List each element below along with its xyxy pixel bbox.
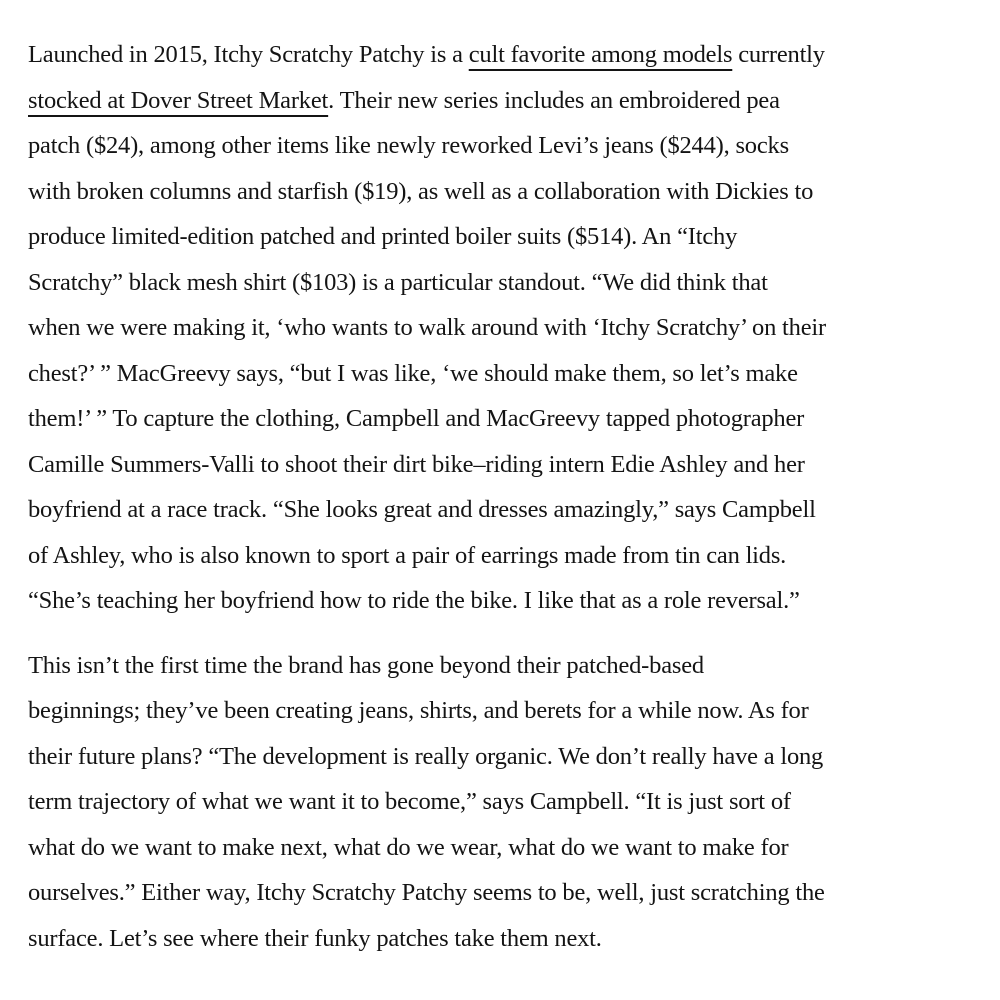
text-line [28,396,972,442]
text-line [28,734,972,780]
text-segment: Camille Summers-Valli to shoot their dirt bike–riding intern Edie Ashley and her [28,450,805,478]
text-line [28,442,972,488]
text-segment: . Their new series includes an embroidered pea [328,86,780,114]
text-segment: chest?’ ” MacGreevy says, “but I was like, ‘we should make them, so let’s make [28,359,798,387]
text-line [28,351,972,397]
text-segment: of Ashley, who is also known to sport a pair of earrings made from tin can lids. [28,541,787,569]
text-line [28,578,972,624]
text-line [28,916,972,962]
text-segment: term trajectory of what we want it to become,” says Campbell. “It is just sort of [28,788,791,815]
text-line [28,78,972,124]
text-segment: produce limited-edition patched and printed boiler suits ($514). An “Itchy [28,223,738,250]
text-segment: beginnings; they’ve been creating jeans, shirts, and berets for a while now. As for [28,697,809,724]
text-line [28,169,972,215]
text-segment: what do we want to make next, what do we wear, what do we want to make for [28,833,789,861]
text-segment: This isn’t the first time the brand has gone beyond their patched-based [28,651,704,679]
text-line [28,305,972,351]
text-segment: “She’s teaching her boyfriend how to ride the bike. I like that as a role reversal.” [28,587,800,614]
text-segment: with broken columns and starfish ($19), as well as a collaboration with Dickies to [28,177,814,205]
text-line [28,688,972,734]
text-segment: patch ($24), among other items like newly reworked Levi’s jeans ($244), socks [28,132,789,159]
text-line [28,533,972,579]
text-segment: Scratchy” black mesh shirt ($103) is a particular standout. “We did think that [28,268,768,296]
text-line [28,32,972,78]
text-line [28,779,972,825]
text-segment: currently [732,41,825,68]
paragraph-1 [28,32,972,624]
text-line [28,214,972,260]
text-segment: them!’ ” To capture the clothing, Campbell and MacGreevy tapped photographer [28,405,805,432]
text-segment: boyfriend at a race track. “She looks great and dresses amazingly,” says Campbell [28,496,816,523]
text-line [28,487,972,533]
inline-link[interactable]: cult favorite among models [468,41,733,68]
text-line [28,825,972,871]
paragraph-2 [28,643,972,962]
inline-link[interactable]: stocked at Dover Street Market [28,86,329,114]
text-segment: Launched in 2015, Itchy Scratchy Patchy is a [28,41,469,68]
text-segment: ourselves.” Either way, Itchy Scratchy Patchy seems to be, well, just scratching the [28,879,825,906]
text-segment: surface. Let’s see where their funky patches take them next. [28,924,602,952]
text-segment: their future plans? “The development is really organic. We don’t really have a long [28,742,824,770]
text-line [28,123,972,169]
text-line [28,870,972,916]
text-line [28,260,972,306]
text-line [28,643,972,689]
text-segment: when we were making it, ‘who wants to walk around with ‘Itchy Scratchy’ on their [28,314,826,341]
